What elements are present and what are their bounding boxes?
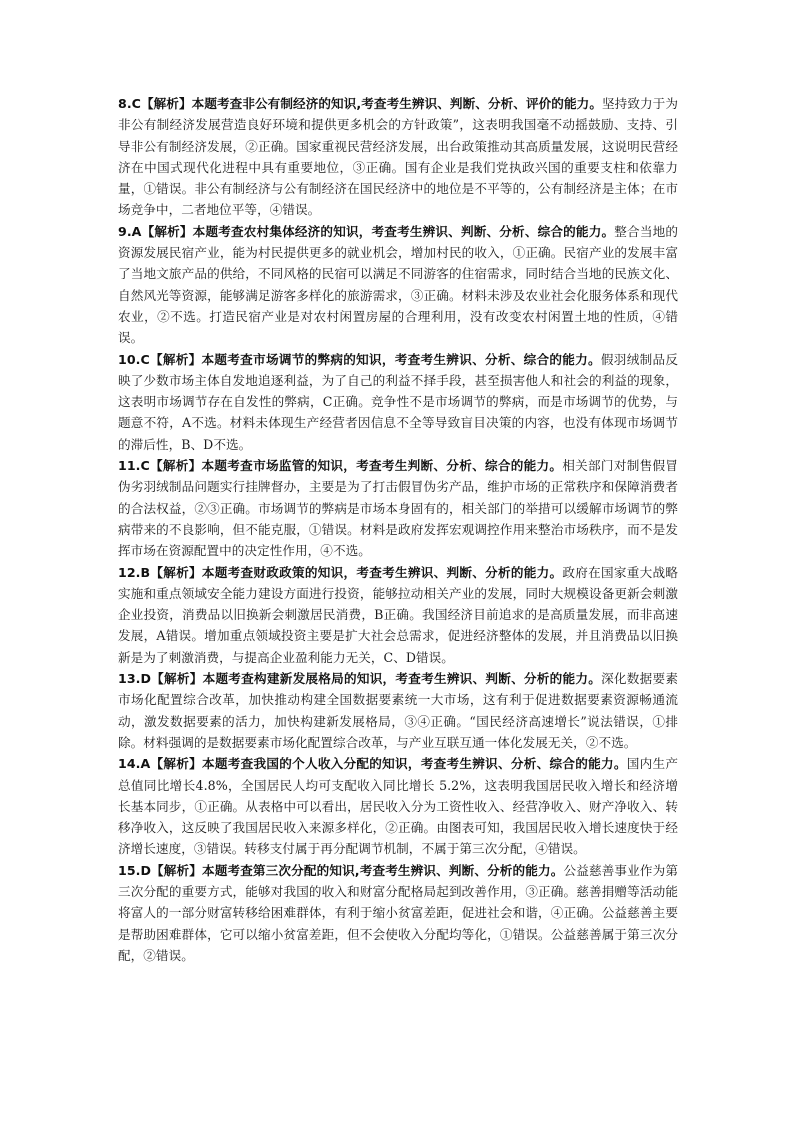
explanation-9 [118,221,678,349]
explanation-heading: 8.C【解析】本题考查非公有制经济的知识,考查考生辨识、判断、分析、评价的能力。 [118,96,602,111]
explanation-10 [118,349,678,455]
explanation-8 [118,93,678,221]
explanation-body: 假羽绒制品反映了少数市场主体自发地追逐利益，为了自己的利益不择手段，甚至损害他人和社会的利益的现象，这表明市场调节存在自发性的弊病，C正确。竞争性不是市场调节的弊病，而是市场调节的优势，与题意不符，A不选。材料未体现生产经营者因信息不全等导致盲目决策的内容，也没有体现市场调节的滞后性，B、D不选。 [118,351,678,452]
explanation-14 [118,753,678,859]
explanation-13 [118,668,678,753]
explanation-body: 深化数据要素市场化配置综合改革，加快推动构建全国数据要素统一大市场，这有利于促进数据要素资源畅通流动，激发数据要素的活力，加快构建新发展格局，③④正确。“国民经济高速增长”说法错误，①排除。材料强调的是数据要素市场化配置综合改革，与产业互联互通一体化发展无关，②不选。 [118,671,678,750]
answer-explanations [118,93,678,966]
explanation-body: 整合当地的资源发展民宿产业，能为村民提供更多的就业机会，增加村民的收入，①正确。民宿产业的发展丰富了当地文旅产品的供给，不同风格的民宿可以满足不同游客的住宿需求，同时结合当地的民族文化、自然风光等资源，能够满足游客多样化的旅游需求，③正确。材料未涉及农业社会化服务体系和现代农业，②不选。打造民宿产业是对农村闲置房屋的合理利用，没有改变农村闲置土地的性质，④错误。 [118,223,679,346]
explanation-heading: 10.C【解析】本题考查市场调节的弊病的知识，考查考生辨识、分析、综合的能力。 [118,351,601,367]
explanation-heading: 11.C【解析】本题考查市场监管的知识，考查考生判断、分析、综合的能力。 [118,458,563,474]
explanation-body: 相关部门对制售假冒伪劣羽绒制品问题实行挂牌督办，主要是为了打击假冒伪劣产品，维护市场的正常秩序和保障消费者的合法权益，②③正确。市场调节的弊病是市场本身固有的，相关部门的举措可以缓解市场调节的弊病带来的不良影响，但不能克服，①错误。材料是政府发挥宏观调控作用来整治市场秩序，而不是发挥市场在资源配置中的决定性作用，④不选。 [118,458,678,559]
explanation-heading: 9.A【解析】本题考查农村集体经济的知识，考查考生辨识、判断、分析、综合的能力。 [118,223,615,239]
explanation-heading: 15.D【解析】本题考查第三次分配的知识,考查考生辨识、判断、分析的能力。 [118,862,564,878]
explanation-body: 坚持致力于为非公有制经济发展营造良好环境和提供更多机会的方针政策”，这表明我国毫不动摇鼓励、支持、引导非公有制经济发展，②正确。国家重视民营经济发展，出台政策推动其高质量发展，这说明民营经济在中国式现代化进程中具有重要地位，③正确。国有企业是我们党执政兴国的重要支柱和依靠力量，①错误。非公有制经济与公有制经济在国民经济中的地位是不平等的，公有制经济是主体；在市场竞争中，二者地位平等，④错误。 [118,96,678,218]
explanation-heading: 13.D【解析】本题考查构建新发展格局的知识，考查考生辨识、判断、分析的能力。 [118,671,602,687]
explanation-body: 公益慈善事业作为第三次分配的重要方式，能够对我国的收入和财富分配格局起到改善作用，③正确。慈善捐赠等活动能将富人的一部分财富转移给困难群体，有利于缩小贫富差距，促进社会和谐，④正确。公益慈善主要是帮助困难群体，它可以缩小贫富差距，但不会使收入分配均等化，①错误。公益慈善属于第三次分配，②错误。 [118,862,679,963]
explanation-heading: 14.A【解析】本题考查我国的个人收入分配的知识，考查考生辨识、分析、综合的能力。 [118,756,627,772]
explanation-11 [118,455,678,561]
explanation-15 [118,860,678,966]
explanation-heading: 12.B【解析】本题考查财政政策的知识，考查考生辨识、判断、分析的能力。 [118,564,563,580]
explanation-body: 政府在国家重大战略实施和重点领域安全能力建设方面进行投资，能够拉动相关产业的发展，同时大规模设备更新会刺激企业投资，消费品以旧换新会刺激居民消费，B正确。我国经济目前追求的是高质量发展，而非高速发展，A错误。增加重点领域投资主要是扩大社会总需求，促进经济整体的发展，并且消费品以旧换新是为了刺激消费，与提高企业盈利能力无关，C、D错误。 [118,564,678,665]
explanation-body: 国内生产总值同比增长4.8%，全国居民人均可支配收入同比增长 5.2%，这表明我国居民收入增长和经济增长基本同步，①正确。从表格中可以看出，居民收入分为工资性收入、经营净收入、财产净收入、转移净收入，这反映了我国居民收入来源多样化，②正确。由图表可知，我国居民收入增长速度快于经济增长速度，③错误。转移支付属于再分配调节机制，不属于第三次分配，④错误。 [118,756,678,857]
explanation-12 [118,562,678,668]
